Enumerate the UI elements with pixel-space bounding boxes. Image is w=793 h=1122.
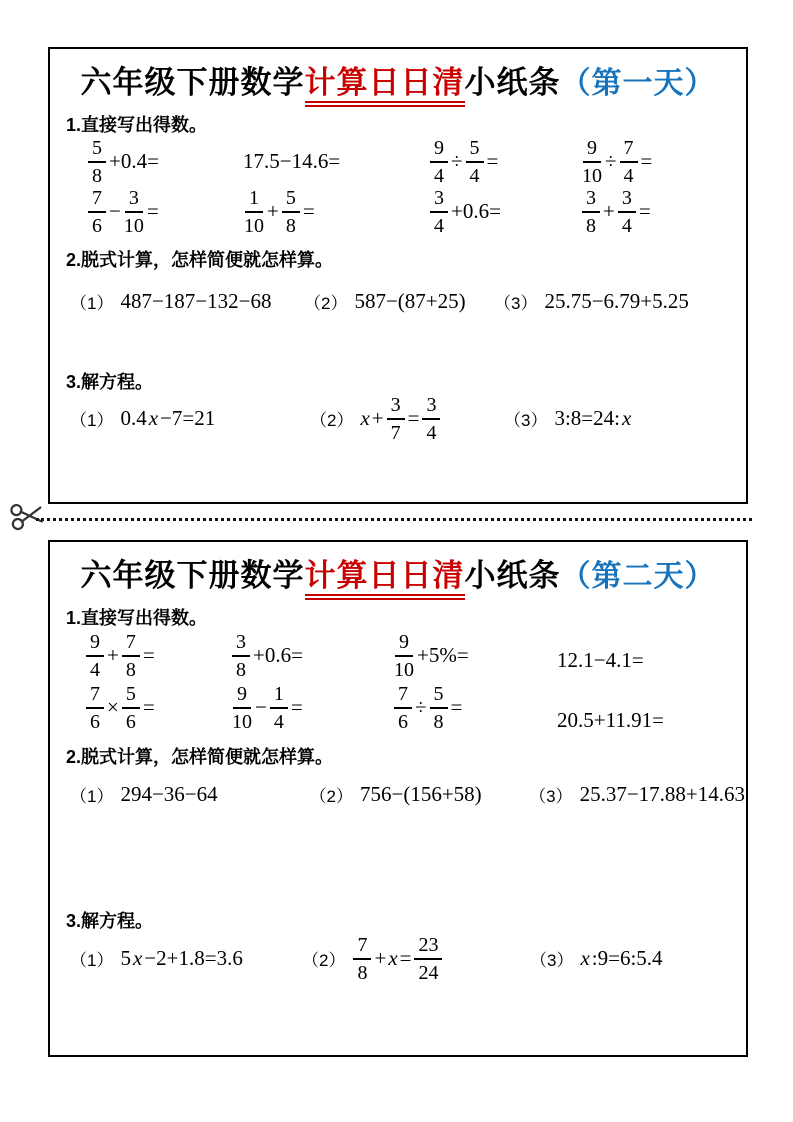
problem-item	[70, 289, 304, 314]
fraction-denominator: 4	[90, 658, 100, 681]
math-text: +	[374, 945, 387, 970]
math-text: =	[302, 198, 315, 223]
fraction-denominator: 4	[426, 421, 437, 444]
q2-label: 2.脱式计算，怎样简便就怎样算。	[66, 747, 334, 767]
math-cell	[86, 137, 242, 186]
fraction-numerator: 9	[395, 631, 413, 657]
problem-item	[504, 406, 632, 431]
math-text: 20.5+11.91=	[557, 707, 664, 732]
math-text: =	[450, 694, 463, 719]
q3-label: 3.解方程。	[66, 372, 154, 392]
fraction-numerator: 9	[233, 683, 251, 709]
math-text: =	[399, 945, 412, 970]
title-part-slip: 小纸条	[464, 558, 561, 593]
math-text: 12.1−4.1=	[557, 647, 644, 672]
math-text: 3:8=24:	[554, 405, 620, 430]
math-text: +0.6=	[253, 642, 303, 667]
problem-number: （3）	[504, 410, 548, 430]
math-text: +	[107, 642, 119, 667]
title-part-slip: 小纸条	[464, 65, 561, 100]
fraction	[122, 631, 140, 680]
fraction-denominator: 10	[582, 164, 602, 187]
math-text: =	[142, 694, 155, 719]
fraction-numerator: 3	[422, 394, 440, 420]
scissors-icon	[8, 495, 46, 534]
fraction-denominator: 6	[92, 214, 102, 237]
math-text: 25.75−6.79+5.25	[544, 288, 689, 313]
fraction-denominator: 8	[285, 214, 296, 237]
problem-number: （3）	[529, 786, 573, 806]
fraction-denominator: 10	[123, 214, 144, 237]
fraction-numerator: 3	[232, 631, 250, 657]
fraction-denominator: 4	[621, 214, 632, 237]
q3-label: 3.解方程。	[66, 911, 154, 931]
problem-number: （2）	[310, 410, 354, 430]
problem-item	[310, 394, 504, 443]
problem-number: （1）	[70, 293, 114, 313]
q1-label: 1.直接写出得数。	[66, 115, 208, 135]
cut-dotted-line	[36, 518, 752, 521]
fraction-numerator: 9	[430, 137, 448, 163]
fraction-denominator: 8	[357, 961, 368, 984]
math-variable: x	[132, 945, 143, 970]
math-text: 756−(156+58)	[360, 781, 482, 806]
math-variable: x	[360, 405, 370, 430]
fraction-numerator: 7	[88, 187, 106, 213]
title-part-grade: 六年级下册数学	[80, 558, 305, 593]
fraction-denominator: 8	[125, 658, 136, 681]
problem-item	[304, 289, 494, 314]
math-text: −7=21	[160, 405, 216, 430]
math-cell	[242, 149, 428, 174]
q1-rows	[50, 136, 746, 236]
math-text: :9=6:5.4	[591, 945, 663, 970]
title-part-day: （第一天）	[560, 67, 716, 100]
math-cell	[230, 683, 392, 732]
fraction	[394, 631, 414, 680]
math-text: +0.6=	[451, 198, 501, 223]
fraction-numerator: 5	[88, 137, 106, 163]
fraction-numerator: 7	[394, 683, 412, 709]
q2-label: 2.脱式计算，怎样简便就怎样算。	[66, 250, 334, 270]
fraction-denominator: 8	[433, 710, 444, 733]
math-text: 0.4	[120, 405, 147, 430]
fraction-numerator: 3	[582, 187, 600, 213]
fraction-numerator: 23	[414, 934, 442, 960]
math-text: +0.4=	[109, 148, 159, 173]
math-cell	[84, 683, 230, 732]
worksheet-title	[50, 57, 746, 101]
fraction	[353, 934, 371, 983]
worksheet-day1	[48, 47, 748, 504]
math-row	[50, 681, 746, 733]
fraction-denominator: 10	[244, 214, 264, 237]
problem-item	[70, 406, 310, 431]
math-text: −2+1.8=3.6	[144, 945, 243, 970]
fraction	[88, 137, 106, 186]
problem-number: （3）	[530, 950, 574, 970]
q3-items	[50, 393, 746, 443]
fraction	[582, 137, 602, 186]
problem-item	[529, 782, 746, 807]
fraction	[270, 683, 288, 732]
fraction-denominator: 4	[623, 164, 634, 187]
math-cell	[556, 638, 746, 673]
problem-item	[310, 782, 530, 807]
fraction-numerator: 5	[282, 187, 300, 213]
fraction-numerator: 7	[122, 631, 140, 657]
fraction-denominator: 4	[434, 214, 444, 237]
fraction-numerator: 3	[430, 187, 448, 213]
title-part-highlight: 计算日日清	[305, 558, 465, 600]
math-cell	[230, 631, 392, 680]
fraction	[232, 683, 252, 732]
math-text: =	[146, 198, 159, 223]
fraction	[244, 187, 264, 236]
fraction	[414, 934, 442, 983]
fraction-denominator: 6	[125, 710, 136, 733]
math-variable: x	[580, 945, 590, 970]
math-cell	[428, 187, 580, 236]
title-part-highlight: 计算日日清	[305, 65, 465, 107]
math-cell	[392, 683, 556, 732]
fraction-denominator: 4	[434, 164, 444, 187]
problem-number: （2）	[302, 950, 346, 970]
math-text: −	[109, 198, 121, 223]
fraction-numerator: 3	[387, 394, 405, 420]
math-text: 17.5−14.6=	[243, 148, 341, 173]
q3-items	[50, 932, 746, 984]
math-cell	[428, 137, 580, 186]
problem-item	[530, 946, 664, 971]
math-text: +	[603, 198, 615, 223]
fraction	[422, 394, 440, 443]
math-text: 5	[120, 945, 131, 970]
fraction-numerator: 5	[466, 137, 484, 163]
math-variable: x	[148, 405, 159, 430]
math-row	[50, 186, 746, 236]
fraction	[430, 187, 448, 236]
fraction	[394, 683, 412, 732]
math-cell	[556, 682, 746, 733]
math-variable: x	[388, 945, 398, 970]
fraction	[282, 187, 300, 236]
fraction-numerator: 7	[353, 934, 371, 960]
worksheet-title	[50, 550, 746, 594]
problem-item	[70, 946, 302, 971]
math-row	[50, 136, 746, 186]
math-text: +	[267, 198, 279, 223]
fraction	[582, 187, 600, 236]
math-text: 25.37−17.88+14.63	[579, 781, 745, 806]
problem-number: （2）	[304, 293, 348, 313]
math-cell	[580, 187, 746, 236]
math-text: =	[638, 198, 651, 223]
q1-label: 1.直接写出得数。	[66, 608, 208, 628]
fraction-numerator: 7	[620, 137, 638, 163]
math-text: 294−36−64	[120, 781, 218, 806]
fraction	[86, 683, 104, 732]
fraction-denominator: 8	[236, 658, 246, 681]
fraction-numerator: 9	[86, 631, 104, 657]
problem-item	[70, 782, 310, 807]
fraction-denominator: 24	[418, 961, 439, 984]
math-text: +5%=	[417, 642, 469, 667]
problem-number: （1）	[70, 786, 114, 806]
math-text: =	[486, 148, 499, 173]
fraction-numerator: 5	[122, 683, 140, 709]
fraction	[232, 631, 250, 680]
fraction	[86, 631, 104, 680]
worksheet-day2	[48, 540, 748, 1057]
math-text: ÷	[605, 148, 617, 173]
problem-item	[302, 934, 530, 983]
math-text: +	[371, 405, 384, 430]
math-text: ×	[107, 694, 119, 719]
math-text: ÷	[415, 694, 427, 719]
math-text: =	[142, 642, 155, 667]
math-text: =	[640, 148, 653, 173]
fraction-denominator: 8	[586, 214, 596, 237]
fraction	[122, 683, 140, 732]
math-variable: x	[621, 405, 632, 430]
math-cell	[580, 137, 746, 186]
q1-rows	[50, 629, 746, 733]
fraction-denominator: 7	[390, 421, 401, 444]
problem-number: （1）	[70, 410, 114, 430]
fraction-numerator: 1	[245, 187, 263, 213]
fraction-denominator: 10	[394, 658, 414, 681]
title-part-day: （第二天）	[560, 560, 716, 593]
math-text: 587−(87+25)	[354, 288, 466, 313]
fraction	[124, 187, 144, 236]
problem-item	[494, 289, 690, 314]
fraction-numerator: 3	[125, 187, 143, 213]
math-text: =	[407, 405, 420, 430]
math-cell	[86, 187, 242, 236]
fraction-denominator: 8	[92, 164, 102, 187]
q2-items	[50, 773, 746, 815]
fraction-denominator: 4	[469, 164, 480, 187]
math-text: 487−187−132−68	[120, 288, 272, 313]
title-part-grade: 六年级下册数学	[80, 65, 305, 100]
math-cell	[242, 187, 428, 236]
problem-number: （1）	[70, 950, 114, 970]
math-text: =	[290, 694, 303, 719]
math-row	[50, 629, 746, 681]
math-cell	[84, 631, 230, 680]
fraction-numerator: 9	[583, 137, 601, 163]
q2-items	[50, 280, 746, 322]
fraction-denominator: 6	[90, 710, 100, 733]
fraction	[430, 683, 448, 732]
fraction-denominator: 10	[232, 710, 252, 733]
fraction	[620, 137, 638, 186]
fraction	[430, 137, 448, 186]
problem-number: （3）	[494, 293, 538, 313]
fraction-numerator: 5	[430, 683, 448, 709]
fraction	[387, 394, 405, 443]
math-cell	[392, 631, 556, 680]
fraction	[88, 187, 106, 236]
fraction-denominator: 4	[273, 710, 284, 733]
math-text: −	[255, 694, 267, 719]
fraction	[618, 187, 636, 236]
math-text: ÷	[451, 148, 463, 173]
fraction-numerator: 3	[618, 187, 636, 213]
fraction	[466, 137, 484, 186]
problem-number: （2）	[309, 786, 353, 806]
fraction-numerator: 1	[270, 683, 288, 709]
fraction-numerator: 7	[86, 683, 104, 709]
fraction-denominator: 6	[398, 710, 408, 733]
